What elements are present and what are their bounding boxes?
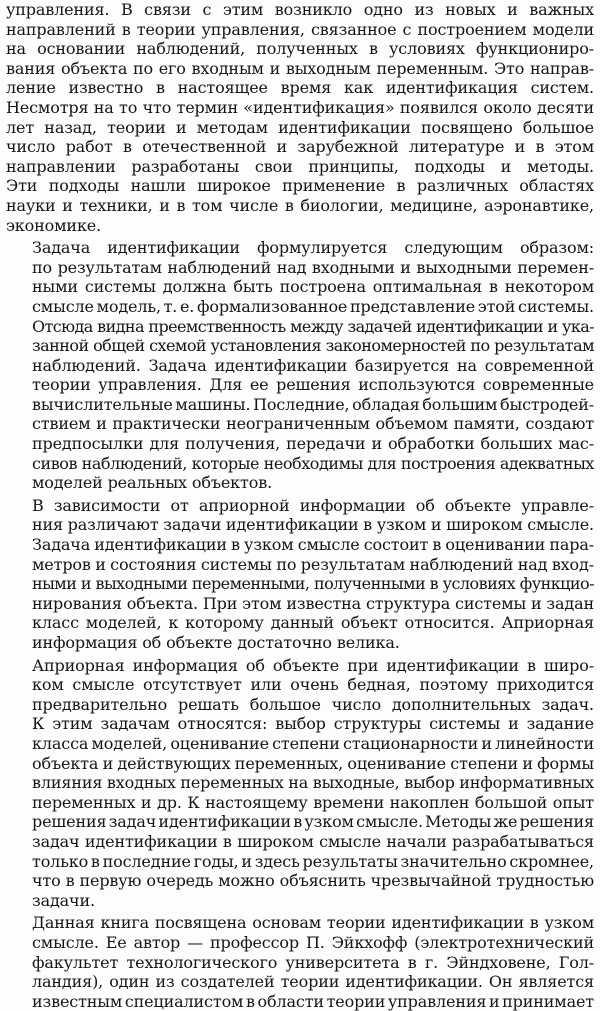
paragraph-3: [6, 496, 594, 653]
text-line: нирования объекта. При этом известна структура системы и задан: [32, 593, 594, 613]
text-line: только в последние годы, и здесь результаты значительно скромнее,: [32, 851, 594, 871]
paragraph-2: [6, 238, 594, 493]
text-line: задачи.: [32, 890, 95, 910]
text-line: объекта и действующих переменных, оценивание степени и формы: [32, 753, 594, 773]
text-line: сивов наблюдений, которые необходимы для построения адекватных: [32, 453, 594, 473]
text-line: вычислительные машины. Последние, обладая большим быстродей-: [32, 394, 594, 414]
text-line: Задача идентификации формулируется следующим образом:: [32, 238, 594, 258]
text-line: метров и состояния системы по результатам наблюдений над вход-: [32, 554, 594, 574]
text-line: переменных и др. К настоящему времени накоплен большой опыт: [32, 792, 594, 812]
text-line: класса моделей, оценивание степени стационарности и линейности: [32, 733, 594, 753]
text-line: влияния входных переменных на выходные, выбор информативных: [32, 773, 594, 793]
paragraph-4: [6, 656, 594, 911]
text-line: управления. В связи с этим возникло одно из новых и важных: [6, 0, 594, 19]
text-line: направлений в теории управления, связанное с построением модели: [6, 19, 594, 39]
text-line: по результатам наблюдений над входными и выходными перемен-: [32, 257, 594, 277]
text-line: информация об объекте достаточно велика.: [32, 633, 400, 652]
text-line: ландия), один из создателей теории идентификации. Он является: [32, 972, 594, 992]
text-line: на основании наблюдений, полученных в условиях функциониро-: [6, 39, 594, 59]
text-line: Данная книга посвящена основам теории идентификации в узком: [32, 913, 594, 933]
text-line: лет назад, теории и методам идентификации посвящено большое: [6, 117, 594, 137]
paragraph-1: [6, 0, 594, 235]
text-line: ление известно в настоящее время как идентификация систем.: [6, 78, 594, 98]
paragraph-5: [6, 913, 594, 1011]
text-line: ными и выходными переменными, полученными в условиях функцио-: [32, 574, 594, 594]
text-line: факультет технологического университета в г. Эйндховене, Гол-: [32, 952, 594, 972]
text-line: ком смысле отсутствует или очень бедная, поэтому приходится: [32, 675, 594, 695]
text-line: моделей реальных объектов.: [32, 473, 273, 493]
text-line: класс моделей, к которому данный объект относится. Априорная: [32, 613, 594, 633]
text-line: предварительно решать большое число дополнительных задач.: [32, 694, 594, 714]
text-line: Задача идентификации в узком смысле состоит в оценивании пара-: [32, 535, 594, 555]
text-line: смысле. Ее автор — профессор П. Эйкхофф (электротехнический: [32, 932, 594, 952]
text-line: науки и техники, и в том числе в биологии, медицине, аэронавтике,: [6, 195, 594, 215]
text-line: Несмотря на то что термин «идентификация» появился около десяти: [6, 97, 594, 117]
text-line: направлении разработаны свои принципы, подходы и методы.: [6, 156, 594, 176]
text-line: занной общей схемой установления закономерностей по результатам: [32, 336, 594, 356]
text-line: число работ в отечественной и зарубежной литературе и в этом: [6, 137, 594, 157]
text-line: ствием и практически неограниченным объемом памяти, создают: [32, 414, 594, 434]
text-line: Отсюда видна преемственность между задачей идентификации и ука-: [32, 316, 594, 336]
text-line: К этим задачам относятся: выбор структуры системы и задание: [32, 714, 594, 734]
text-line: ния различают задачи идентификации в узком и широком смысле.: [32, 515, 594, 535]
text-line: В зависимости от априорной информации об объекте управле-: [32, 495, 594, 515]
text-line: что в первую очередь можно объяснить чрезвычайной трудностью: [32, 871, 594, 891]
text-line: решения задач идентификации в узком смысле. Методы же решения: [32, 812, 594, 832]
text-line: предпосылки для получения, передачи и обработки больших мас-: [32, 434, 594, 454]
text-line: Априорная информация об объекте при идентификации в широ-: [32, 655, 594, 675]
document-page: [6, 0, 594, 1011]
text-line: экономике.: [6, 215, 102, 235]
text-line: теории управления. Для ее решения используются современные: [32, 375, 594, 395]
text-line: известным специалистом в области теории управления и принимает: [32, 991, 594, 1011]
text-line: ными системы должна быть построена оптимальная в некотором: [32, 277, 594, 297]
text-line: наблюдений. Задача идентификации базируется на современной: [32, 355, 594, 375]
text-line: Эти подходы нашли широкое применение в различных областях: [6, 176, 594, 196]
text-line: смысле модель, т. е. формализованное представление этой системы.: [32, 296, 594, 316]
text-line: задач идентификации в широком смысле начали разрабатываться: [32, 831, 594, 851]
text-line: вания объекта по его входным и выходным переменным. Это направ-: [6, 58, 594, 78]
